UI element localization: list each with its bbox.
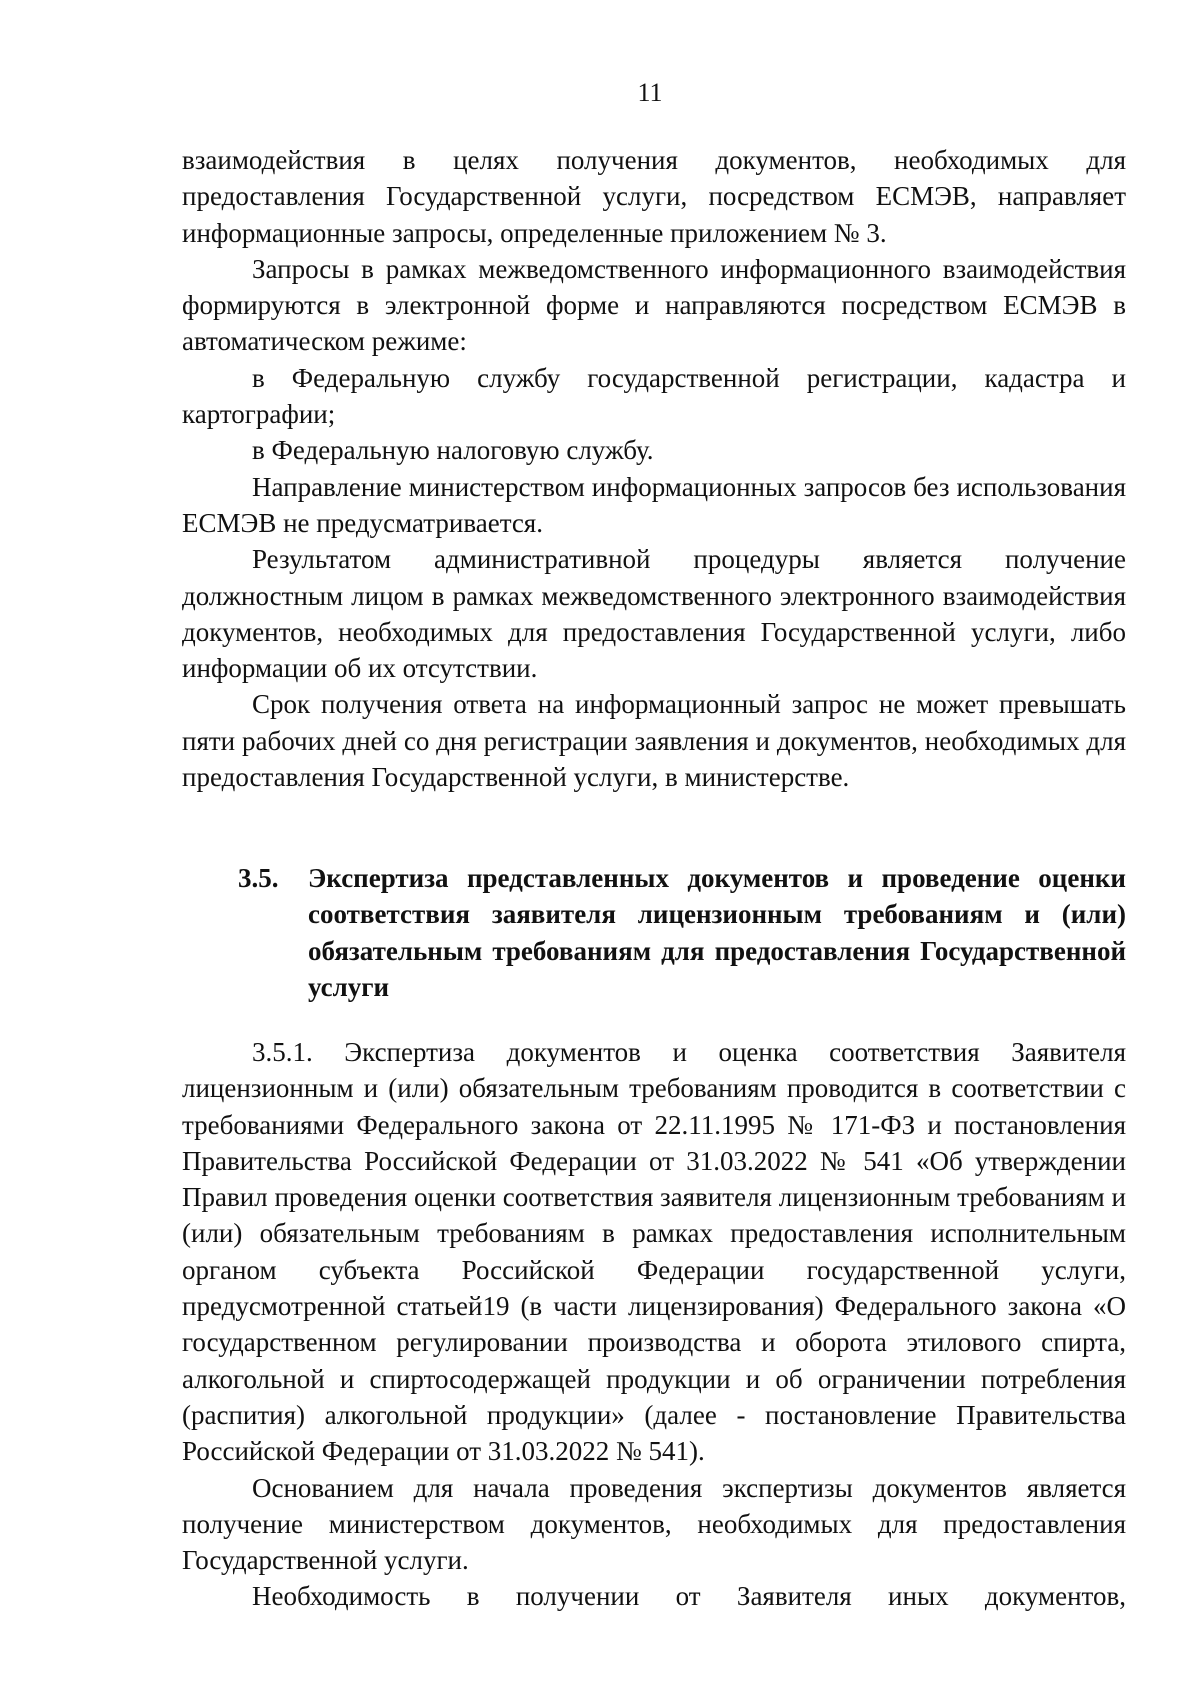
paragraph: Запросы в рамках межведомственного информационного взаимодействия формируются в электронной форме и направляются посредством ЕСМЭВ в автоматическом режиме: [182, 253, 1126, 357]
section-number: 3.5. [238, 863, 279, 893]
paragraph: Направление министерством информационных запросов без использования ЕСМЭВ не предусматривается. [182, 471, 1126, 538]
paragraph: в Федеральную службу государственной регистрации, кадастра и картографии; [182, 362, 1126, 430]
paragraph-continued: Необходимость в получении от Заявителя иных документов, [252, 1581, 1126, 1612]
body-text-top [182, 142, 1126, 795]
paragraph: взаимодействия в целях получения документов, необходимых для предоставления Государственной услуги, посредством ЕСМЭВ, направляет информационные запросы, определенные приложением № 3. [182, 145, 1126, 248]
paragraph: в Федеральную налоговую службу. [252, 435, 654, 466]
paragraph: 3.5.1. Экспертиза документов и оценка соответствия Заявителя лицензионным и (или) обязательным требованиям проводится в соответствии с требованиями Федерального закона от 22.11.1995 № 171-ФЗ и постановления Правительства Российской Федерации от 31.03.2022 № 541 «Об утверждении Правил проведения оценки соответствия заявителя лицензионным требованиям и (или) обязательным требованиям в рамках предоставления исполнительным органом субъекта Российской Федерации государственной услуги, предусмотренной статьей19 (в части лицензирования) Федерального закона «О государственном регулировании производства и оборота этилового спирта, алкогольной и спиртосодержащей продукции и об ограничении потребления (распития) алкогольной продукции» (далее - постановление Правительства Российской Федерации от 31.03.2022 № 541). [182, 1037, 1126, 1467]
section-title: Экспертиза представленных документов и проведение оценки соответствия заявителя лицензионным требованиям и (или) обязательным требованиям для предоставления Государственной услуги [308, 863, 1126, 1002]
paragraph: Срок получения ответа на информационный запрос не может превышать пяти рабочих дней со дня регистрации заявления и документов, необходимых для предоставления Государственной услуги, в министерстве. [182, 689, 1126, 793]
paragraph: Результатом административной процедуры является получение должностным лицом в рамках межведомственного электронного взаимодействия документов, необходимых для предоставления Государственной услуги, либо информации об их отсутствии. [182, 544, 1126, 684]
body-text-bottom [182, 1034, 1126, 1615]
page-number: 11 [637, 78, 663, 107]
paragraph: Основанием для начала проведения экспертизы документов является получение министерством документов, необходимых для предоставления Государственной услуги. [182, 1472, 1126, 1576]
section-heading [182, 860, 1126, 1005]
